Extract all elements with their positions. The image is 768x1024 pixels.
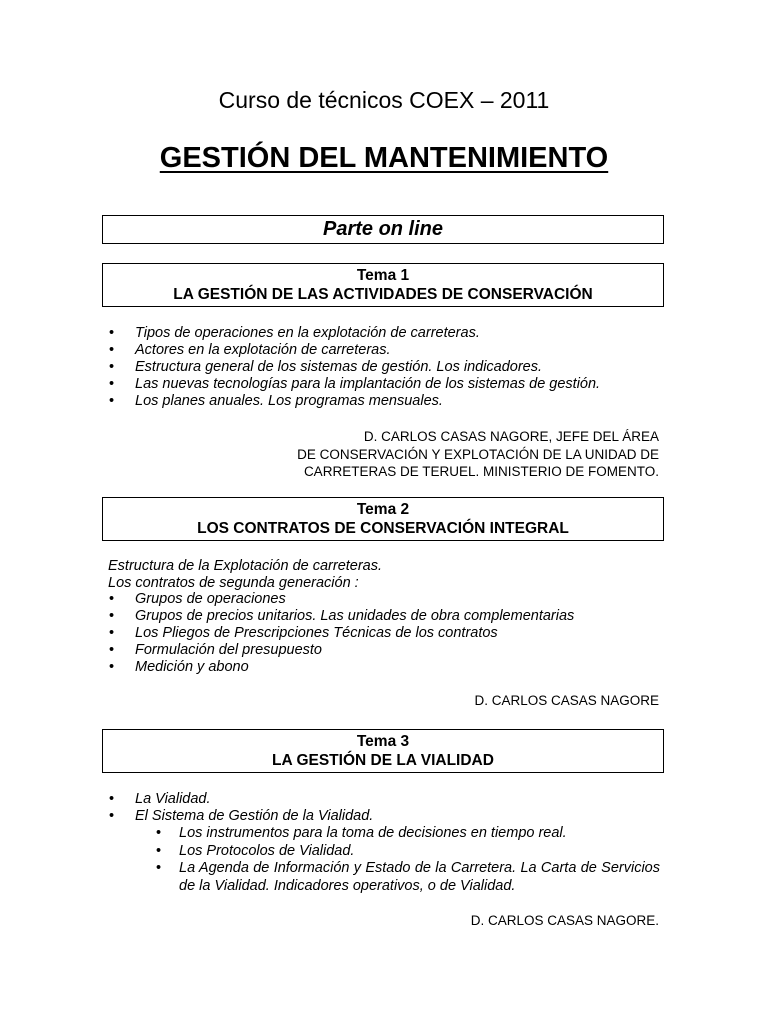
- list-item: • Grupos de precios unitarios. Las unidades de obra complementarias: [104, 608, 664, 625]
- document-title-text: GESTIÓN DEL MANTENIMIENTO: [159, 142, 609, 174]
- part-label: Parte on line: [322, 218, 444, 240]
- tema1-number: Tema 1: [356, 267, 410, 284]
- list-item: • Medición y abono: [104, 659, 664, 676]
- list-item: • Estructura general de los sistemas de gestión. Los indicadores.: [104, 359, 664, 376]
- author-line: D. CARLOS CASAS NAGORE.: [470, 913, 659, 928]
- list-item: • Grupos de operaciones: [104, 591, 664, 608]
- tema3-author: [471, 912, 659, 930]
- course-heading: Curso de técnicos COEX – 2011: [218, 87, 550, 113]
- author-line: D. CARLOS CASAS NAGORE: [474, 693, 659, 708]
- tema2-intro: [108, 558, 382, 592]
- tema1-author: [297, 428, 659, 481]
- sublist-item: • La Agenda de Información y Estado de la Carretera. La Carta de Servicios de la Vialidad. Indicadores operativos, o de Vialidad.: [150, 860, 660, 895]
- tema1-box: [102, 263, 664, 307]
- sublist-item: • Los Protocolos de Vialidad.: [150, 843, 660, 861]
- tema3-list: [104, 791, 664, 825]
- sublist-item: • Los instrumentos para la toma de decisiones en tiempo real.: [150, 825, 660, 843]
- list-item: • El Sistema de Gestión de la Vialidad.: [104, 808, 664, 825]
- list-item: • Los Pliegos de Prescripciones Técnicas de los contratos: [104, 625, 664, 642]
- list-item: • Los planes anuales. Los programas mensuales.: [104, 393, 664, 410]
- author-line: D. CARLOS CASAS NAGORE, JEFE DEL ÁREA: [363, 429, 659, 444]
- tema2-list: [104, 591, 664, 676]
- author-line: DE CONSERVACIÓN Y EXPLOTACIÓN DE LA UNIDAD DE: [297, 446, 659, 462]
- tema2-author: [474, 692, 659, 710]
- tema3-sublist: [150, 825, 660, 895]
- author-line: CARRETERAS DE TERUEL. MINISTERIO DE FOMENTO.: [303, 464, 659, 479]
- list-item: • Tipos de operaciones en la explotación de carreteras.: [104, 325, 664, 342]
- list-item: • Formulación del presupuesto: [104, 642, 664, 659]
- intro-line: Los contratos de segunda generación :: [108, 575, 359, 591]
- list-item: • Actores en la explotación de carreteras.: [104, 342, 664, 359]
- tema2-title: LOS CONTRATOS DE CONSERVACIÓN INTEGRAL: [197, 520, 569, 537]
- tema1-title: LA GESTIÓN DE LAS ACTIVIDADES DE CONSERVACIÓN: [173, 286, 593, 303]
- list-item: • La Vialidad.: [104, 791, 664, 808]
- tema3-box: [102, 729, 664, 773]
- intro-line: Estructura de la Explotación de carreteras.: [108, 558, 383, 574]
- document-title: [0, 141, 768, 175]
- tema1-list: [104, 325, 664, 410]
- tema3-title: LA GESTIÓN DE LA VIALIDAD: [272, 752, 494, 769]
- tema3-number: Tema 3: [356, 733, 410, 750]
- list-item: • Las nuevas tecnologías para la implantación de los sistemas de gestión.: [104, 376, 664, 393]
- part-box: [102, 215, 664, 244]
- tema2-number: Tema 2: [356, 501, 410, 518]
- tema2-box: [102, 497, 664, 541]
